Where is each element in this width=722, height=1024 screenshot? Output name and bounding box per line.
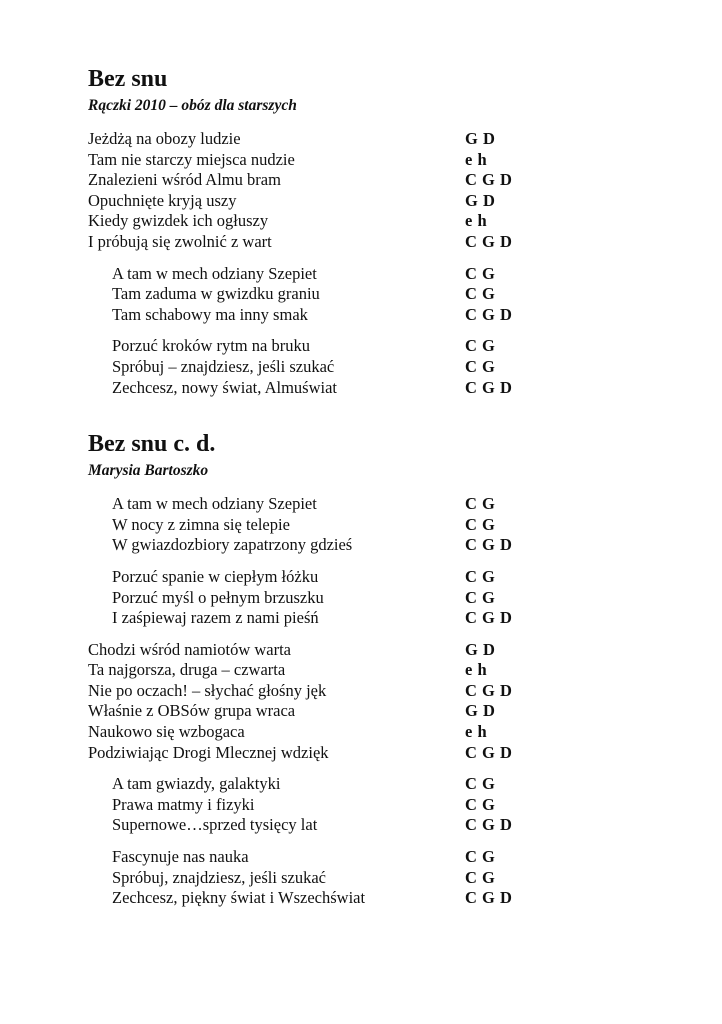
lyric-line (88, 743, 648, 764)
chord-label: C G (465, 284, 496, 304)
lyric-text: Zechcesz, piękny świat i Wszechświat (112, 888, 366, 908)
lyric-text: Porzuć spanie w ciepłym łóżku (112, 566, 319, 586)
lyric-line (88, 170, 648, 191)
lyric-text: A tam w mech odziany Szepiet (112, 494, 317, 514)
chord-label: C G D (465, 170, 513, 190)
lyric-line (88, 378, 648, 399)
lyric-line (88, 150, 648, 171)
lyric-text: Spróbuj, znajdziesz, jeśli szukać (112, 867, 326, 887)
chord-label: C G (465, 587, 496, 607)
chord-label: C G D (465, 742, 513, 762)
lyric-line (88, 701, 648, 722)
song-title: Bez snu (88, 66, 168, 92)
lyric-line (88, 515, 648, 536)
chord-label: C G D (465, 888, 513, 908)
lyric-text: I próbują się zwolnić z wart (88, 231, 272, 251)
chord-label: C G (465, 336, 496, 356)
chorus-stanza (88, 774, 648, 836)
song-author: Rączki 2010 – obóz dla starszych (88, 97, 297, 114)
chord-label: G D (465, 639, 496, 659)
lyric-line (88, 888, 648, 909)
lyric-line (88, 211, 648, 232)
lyric-line (88, 191, 648, 212)
lyric-line (88, 660, 648, 681)
lyric-line (88, 494, 648, 515)
chorus-stanza (88, 336, 648, 398)
lyric-line (88, 774, 648, 795)
lyric-text: A tam gwiazdy, galaktyki (112, 774, 281, 794)
lyric-text: Fascynuje nas nauka (112, 847, 249, 867)
lyric-line (88, 305, 648, 326)
chord-label: C G (465, 356, 496, 376)
lyric-line (88, 129, 648, 150)
lyric-line (88, 567, 648, 588)
chord-label: C G D (465, 304, 513, 324)
chord-label: C G (465, 847, 496, 867)
chord-label: C G D (465, 231, 513, 251)
lyric-text: Kiedy gwizdek ich ogłuszy (88, 211, 269, 231)
chord-label: C G D (465, 535, 513, 555)
chord-label: C G (465, 494, 496, 514)
lyric-text: Zechcesz, nowy świat, Almuświat (112, 377, 337, 397)
lyric-text: Znalezieni wśród Almu bram (88, 170, 281, 190)
chord-label: C G (465, 263, 496, 283)
chorus-stanza (88, 567, 648, 629)
lyric-line (88, 535, 648, 556)
chord-label: C G D (465, 608, 513, 628)
lyric-line (88, 847, 648, 868)
lyric-line (88, 336, 648, 357)
song-bez-snu-cd (88, 427, 648, 909)
lyric-line (88, 815, 648, 836)
chord-label: C G (465, 566, 496, 586)
lyric-text: Spróbuj – znajdziesz, jeśli szukać (112, 356, 335, 376)
lyric-text: W gwiazdozbiory zapatrzony gdzieś (112, 535, 353, 555)
chord-label: C G (465, 514, 496, 534)
lyric-line (88, 640, 648, 661)
lyric-text: Opuchnięte kryją uszy (88, 190, 237, 210)
lyric-text: Porzuć myśl o pełnym brzuszku (112, 587, 324, 607)
lyric-text: Właśnie z OBSów grupa wraca (88, 701, 296, 721)
lyric-text: A tam w mech odziany Szepiet (112, 263, 317, 283)
lyric-line (88, 681, 648, 702)
chord-label: G D (465, 129, 496, 148)
lyric-text: Prawa matmy i fizyki (112, 794, 255, 814)
chord-label: G D (465, 701, 496, 721)
lyric-line (88, 795, 648, 816)
lyric-text: W nocy z zimna się telepie (112, 514, 290, 534)
lyric-text: Tam nie starczy miejsca nudzie (88, 149, 295, 169)
chorus-stanza (88, 847, 648, 909)
lyric-text: I zaśpiewaj razem z nami pieśń (112, 608, 319, 628)
chord-label: e h (465, 722, 488, 742)
stanza (88, 129, 648, 253)
chord-label: C G (465, 774, 496, 794)
lyric-line (88, 608, 648, 629)
chord-label: C G (465, 867, 496, 887)
lyric-text: Naukowo się wzbogaca (88, 722, 245, 742)
song-author: Marysia Bartoszko (88, 462, 209, 480)
song-title: Bez snu c. d. (88, 431, 216, 458)
chord-label: e h (465, 660, 488, 680)
chord-label: C G D (465, 815, 513, 835)
chorus-stanza (88, 494, 648, 556)
lyric-text: Supernowe…sprzed tysięcy lat (112, 815, 318, 835)
chord-label: C G D (465, 680, 513, 700)
lyric-text: Ta najgorsza, druga – czwarta (88, 660, 286, 680)
lyric-line (88, 264, 648, 285)
lyric-text: Tam schabowy ma inny smak (112, 304, 308, 324)
lyric-text: Chodzi wśród namiotów warta (88, 639, 292, 659)
lyric-text: Porzuć kroków rytm na bruku (112, 336, 310, 356)
lyric-text: Nie po oczach! – słychać głośny jęk (88, 680, 327, 700)
lyric-line (88, 284, 648, 305)
chord-label: G D (465, 190, 496, 210)
lyric-line (88, 588, 648, 609)
lyric-text: Tam zaduma w gwizdku graniu (112, 284, 320, 304)
lyric-line (88, 232, 648, 253)
lyric-text: Jeżdżą na obozy ludzie (88, 129, 241, 148)
lyric-text: Podziwiając Drogi Mlecznej wdzięk (88, 742, 329, 762)
songbook-page (88, 62, 648, 909)
chord-label: C G D (465, 377, 513, 397)
chord-label: e h (465, 211, 488, 231)
chord-label: e h (465, 149, 488, 169)
chorus-stanza (88, 264, 648, 326)
chord-label: C G (465, 794, 496, 814)
lyric-line (88, 722, 648, 743)
song-bez-snu (88, 62, 648, 398)
lyric-line (88, 357, 648, 378)
stanza (88, 640, 648, 764)
lyric-line (88, 868, 648, 889)
